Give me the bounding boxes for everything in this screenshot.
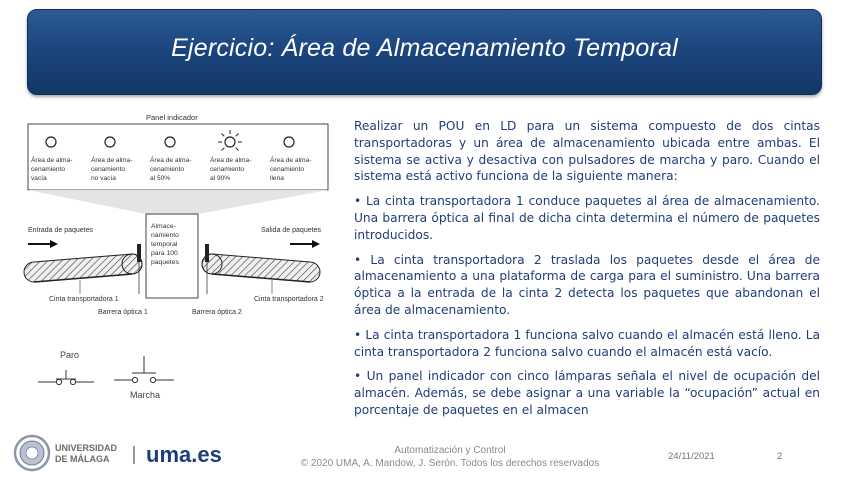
copyright: © 2020 UMA, A. Mandow, J. Serón. Todos los derechos reservados bbox=[300, 458, 600, 469]
lamp-5-l1: Área de alma- bbox=[270, 157, 312, 164]
marcha-label: Marcha bbox=[130, 390, 161, 400]
lamp-5-l2: cenamiento bbox=[270, 166, 305, 173]
paragraph-funcionamiento: • La cinta transportadora 1 funciona salvo cuando el almacén está lleno. La cinta transportadora 2 funciona salvo cuando el almacén está vacío. bbox=[354, 327, 820, 359]
university-name-2: DE MÁLAGA bbox=[55, 454, 110, 464]
storage-l3: temporal bbox=[151, 241, 178, 248]
conveyor-2 bbox=[202, 254, 320, 282]
university-logo bbox=[12, 434, 252, 474]
course-name: Automatización y Control bbox=[394, 445, 506, 456]
title-bar bbox=[27, 9, 822, 95]
lamp-1-l2: cenamiento bbox=[31, 166, 66, 173]
slide-title: Ejercicio: Área de Almacenamiento Temporal bbox=[171, 34, 678, 62]
lamp-3-l1: Área de alma- bbox=[150, 157, 192, 164]
salida-label: Salida de paquetes bbox=[261, 227, 321, 234]
lamp-4-l3: al 90% bbox=[210, 175, 231, 182]
paragraph-panel: • Un panel indicador con cinco lámparas señala el nivel de ocupación del almacén. Además, se debe asignar a una variable la “ocupación” actual en porcentaje de paquetes en el almacen bbox=[354, 369, 820, 417]
barrera1-label: Barrera óptica 1 bbox=[98, 309, 148, 316]
paro-label: Paro bbox=[60, 350, 80, 360]
page-number: 2 bbox=[777, 451, 783, 462]
paragraph-cinta-1: • La cinta transportadora 1 conduce paquetes al área de almacenamiento. Una barrera óptica al final de dicha cinta determina el número de paquetes introducidos. bbox=[354, 194, 820, 242]
lamp-2-l2: cenamiento bbox=[91, 166, 126, 173]
paragraph-cinta-2: • La cinta transportadora 2 traslada los paquetes desde el área de almacenamiento a una plataforma de carga para el suministro. Una barrera óptica a la entrada de la cinta 2 detecta los paquetes que abandonan el área de almacenamiento. bbox=[354, 252, 820, 317]
footer-credits bbox=[270, 444, 630, 470]
cinta2-label: Cinta transportadora 2 bbox=[254, 296, 324, 303]
lamp-3-l3: al 50% bbox=[150, 175, 171, 182]
lamp-1-l1: Área de alma- bbox=[31, 157, 73, 164]
exercise-description bbox=[354, 118, 820, 427]
university-seal-icon bbox=[15, 436, 49, 470]
panel-stand bbox=[28, 190, 328, 214]
salida-arrow-icon bbox=[290, 240, 320, 248]
cinta1-label: Cinta transportadora 1 bbox=[49, 296, 119, 303]
entrada-arrow-icon bbox=[28, 240, 58, 248]
panel-label: Panel indicador bbox=[146, 113, 198, 122]
storage-l4: para 100 bbox=[151, 250, 178, 257]
lamp-5-l3: llena bbox=[270, 175, 284, 182]
university-name-1: UNIVERSIDAD bbox=[55, 443, 118, 453]
storage-l5: paquetes bbox=[151, 259, 179, 266]
storage-l2: namiento bbox=[151, 232, 179, 239]
lamp-4-l1: Área de alma- bbox=[210, 157, 252, 164]
lamp-4-l2: cenamiento bbox=[210, 166, 245, 173]
lamp-2-l1: Área de alma- bbox=[91, 157, 133, 164]
storage-l1: Almace- bbox=[151, 223, 176, 230]
conveyor-1 bbox=[24, 254, 142, 282]
conveyor-diagram bbox=[20, 104, 335, 404]
lamp-1-l3: vacía bbox=[31, 175, 47, 182]
slide-date: 24/11/2021 bbox=[668, 451, 715, 462]
barrera2-label: Barrera óptica 2 bbox=[192, 309, 242, 316]
paragraph-intro: Realizar un POU en LD para un sistema compuesto de dos cintas transportadoras y un área de almacenamiento ubicada entre ambas. El sistema se activa y desactiva con pulsadores de marcha y paro. Cuando el sistema está activo funciona de la siguiente manera: bbox=[354, 119, 820, 184]
lamp-2-l3: no vacía bbox=[91, 175, 116, 182]
brand-uma: uma.es bbox=[146, 442, 222, 467]
entrada-label: Entrada de paquetes bbox=[28, 227, 93, 234]
paro-switch-icon bbox=[38, 370, 94, 385]
marcha-switch-icon bbox=[114, 356, 174, 383]
lamp-3-l2: cenamiento bbox=[150, 166, 185, 173]
